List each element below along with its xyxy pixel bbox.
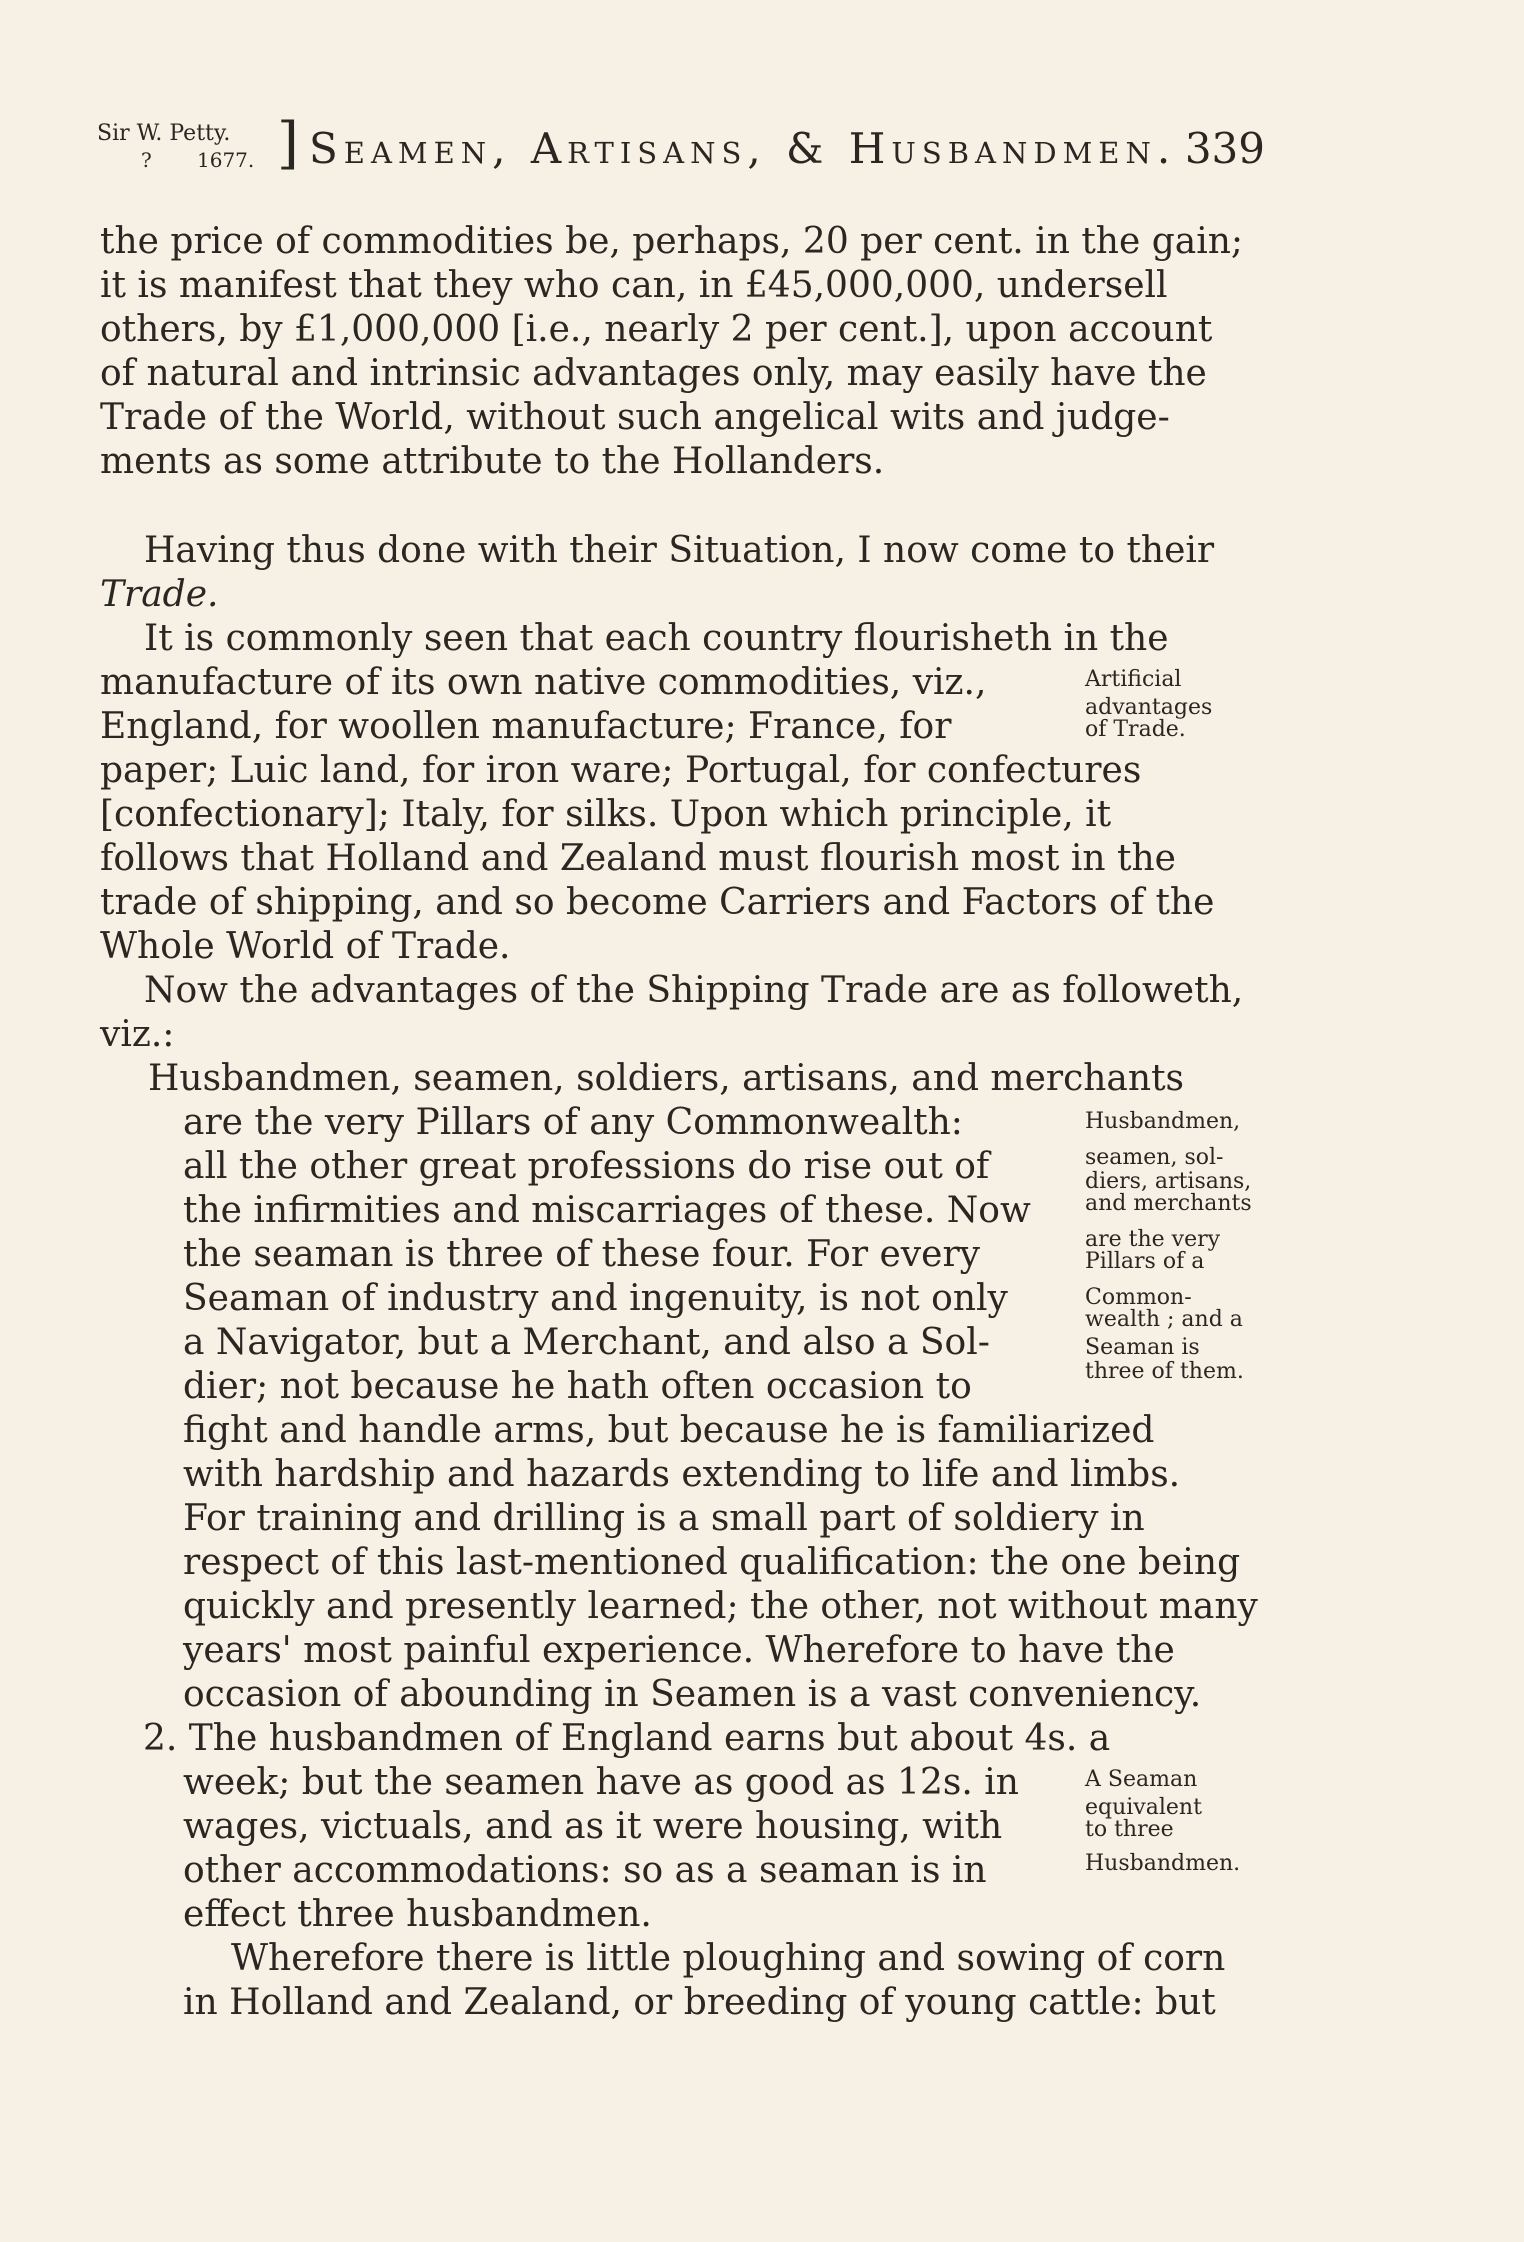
body-line: Seaman of industry and ingenuity, is not only: [183, 1278, 1008, 1319]
margin-note: Husbandmen.: [1085, 1851, 1241, 1876]
body-line: a Navigator, but a Merchant, and also a Sol-: [183, 1322, 990, 1363]
body-line: quickly and presently learned; the other, not without many: [183, 1586, 1258, 1627]
body-line: the price of commodities be, perhaps, 20 per cent. in the gain;: [100, 221, 1244, 262]
body-line: [confectionary]; Italy, for silks. Upon which principle, it: [100, 794, 1112, 835]
body-line: in Holland and Zealand, or breeding of young cattle: but: [183, 1982, 1216, 2023]
body-line: of natural and intrinsic advantages only, may easily have the: [100, 353, 1207, 394]
side-reference-author: Sir W. Petty.: [97, 121, 231, 146]
body-line: Wherefore there is little ploughing and sowing of corn: [231, 1938, 1226, 1979]
margin-note: seamen, sol-: [1085, 1145, 1224, 1170]
margin-note: and merchants: [1085, 1191, 1252, 1216]
body-line: respect of this last-mentioned qualification: the one being: [183, 1542, 1241, 1583]
margin-note: diers, artisans,: [1085, 1169, 1252, 1194]
body-line: other accommodations: so as a seaman is in: [183, 1850, 987, 1891]
body-line: follows that Holland and Zealand must flourish most in the: [100, 838, 1176, 879]
running-title: Seamen, Artisans, & Husbandmen.: [309, 124, 1177, 173]
body-line: 2. The husbandmen of England earns but about 4s. a: [143, 1718, 1111, 1759]
body-line: all the other great professions do rise out of: [183, 1146, 990, 1187]
margin-note: are the very: [1085, 1227, 1221, 1252]
body-line: ments as some attribute to the Hollanders.: [100, 441, 885, 482]
body-line: Having thus done with their Situation, I now come to their: [144, 530, 1215, 571]
margin-note: Husbandmen,: [1085, 1109, 1241, 1134]
body-line: trade of shipping, and so become Carriers and Factors of the: [100, 882, 1215, 923]
body-line: with hardship and hazards extending to life and limbs.: [183, 1454, 1181, 1495]
body-line: years' most painful experience. Wherefore to have the: [183, 1630, 1175, 1671]
margin-note: of Trade.: [1085, 717, 1186, 742]
body-line: the seaman is three of these four. For every: [183, 1234, 980, 1275]
body-line: It is commonly seen that each country flourisheth in the: [144, 618, 1169, 659]
side-reference-year: 1677.: [197, 148, 255, 172]
margin-note: equivalent: [1085, 1795, 1202, 1820]
body-line: others, by £1,000,000 [i.e., nearly 2 per cent.], upon account: [100, 309, 1213, 350]
body-line: effect three husbandmen.: [183, 1894, 652, 1935]
body-line: are the very Pillars of any Commonwealth:: [183, 1102, 963, 1143]
body-line: Trade of the World, without such angelical wits and judge-: [100, 397, 1170, 438]
margin-note: three of them.: [1085, 1359, 1244, 1384]
body-line: occasion of abounding in Seamen is a vast conveniency.: [183, 1674, 1202, 1715]
page-number: 339: [1184, 124, 1265, 173]
body-line: the infirmities and miscarriages of these. Now: [183, 1190, 1031, 1231]
body-line: paper; Luic land, for iron ware; Portugal, for confectures: [100, 750, 1142, 791]
body-line: For training and drilling is a small part of soldiery in: [183, 1498, 1145, 1539]
body-line: it is manifest that they who can, in £45,000,000, undersell: [100, 265, 1168, 306]
header-bracket: ]: [277, 111, 299, 176]
margin-note: wealth ; and a: [1085, 1307, 1243, 1332]
margin-note: advantages: [1085, 695, 1213, 720]
running-header: [97, 110, 1265, 190]
margin-note: A Seaman: [1085, 1767, 1198, 1792]
body-line: England, for woollen manufacture; France, for: [100, 706, 952, 747]
body-line: Husbandmen, seamen, soldiers, artisans, and merchants: [148, 1058, 1185, 1099]
body-line: week; but the seamen have as good as 12s. in: [183, 1762, 1019, 1803]
margin-note: Pillars of a: [1085, 1249, 1205, 1274]
body-line: Trade.: [100, 574, 219, 615]
side-reference-query: ?: [141, 148, 152, 172]
margin-note: Seaman is: [1085, 1335, 1200, 1360]
margin-note: to three: [1085, 1817, 1174, 1842]
body-line: manufacture of its own native commodities, viz.,: [100, 662, 987, 703]
margin-note: Common-: [1085, 1285, 1192, 1310]
margin-note: Artificial: [1085, 667, 1182, 692]
body-line: Whole World of Trade.: [100, 926, 511, 967]
body-line: Now the advantages of the Shipping Trade are as followeth,: [144, 970, 1244, 1011]
body-line: viz.:: [100, 1014, 175, 1055]
body-line: fight and handle arms, but because he is familiarized: [183, 1410, 1155, 1451]
body-line: dier; not because he hath often occasion to: [183, 1366, 972, 1407]
body-line: wages, victuals, and as it were housing, with: [183, 1806, 1003, 1847]
